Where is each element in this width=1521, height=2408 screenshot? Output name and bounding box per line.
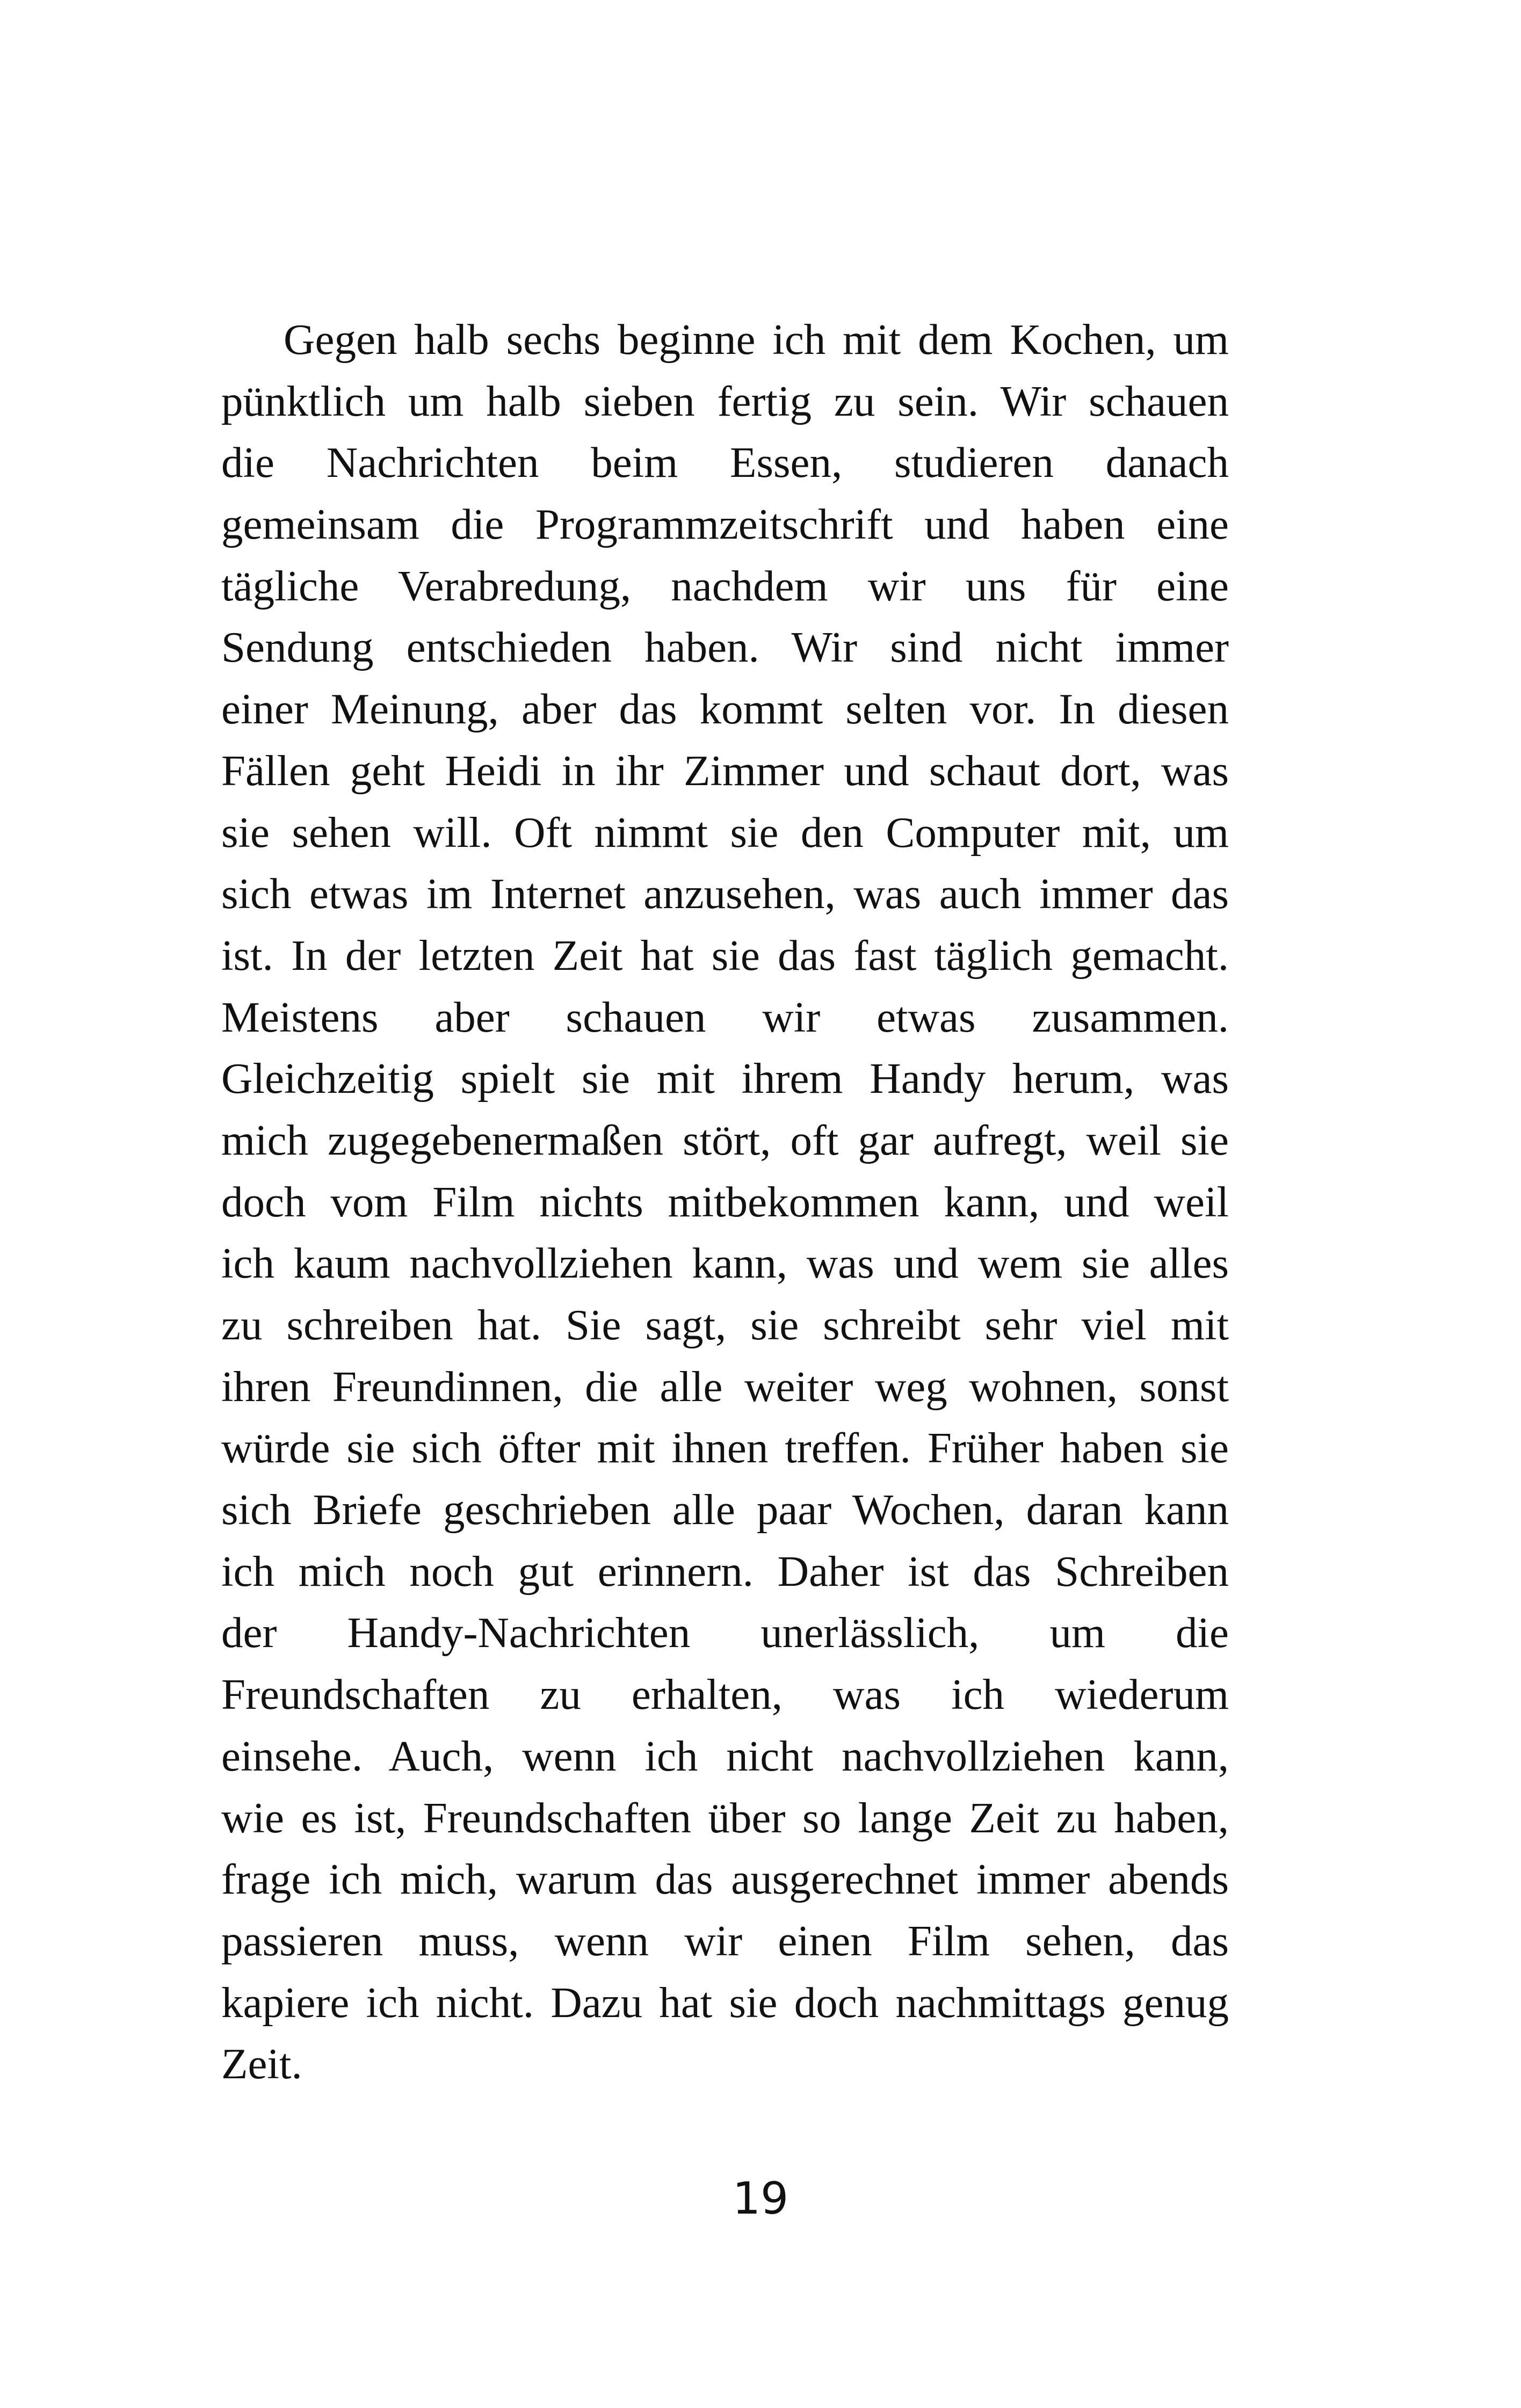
text-line: einsehe. Auch, wenn ich nicht nachvollziehen kann, (221, 1731, 1229, 1780)
text-line: sich etwas im Internet anzusehen, was auch immer das (221, 869, 1229, 918)
text-line: kapiere ich nicht. Dazu hat sie doch nachmittags genug (221, 1978, 1229, 2027)
text-line: wie es ist, Freundschaften über so lange Zeit zu haben, (221, 1793, 1229, 1842)
text-line: doch vom Film nichts mitbekommen kann, und weil (221, 1177, 1229, 1226)
text-line: frage ich mich, warum das ausgerechnet immer abends (221, 1855, 1229, 1904)
text-line: Fällen geht Heidi in ihr Zimmer und schaut dort, was (221, 746, 1229, 795)
text-line: würde sie sich öfter mit ihnen treffen. Früher haben sie (221, 1424, 1229, 1473)
page-number: 19 (732, 2173, 789, 2224)
text-line: der Handy-Nachrichten unerlässlich, um die (221, 1608, 1229, 1657)
text-line: mich zugegebenermaßen stört, oft gar aufregt, weil sie (221, 1115, 1229, 1164)
text-line: Sendung entschieden haben. Wir sind nicht immer (221, 623, 1229, 672)
text-line: zu schreiben hat. Sie sagt, sie schreibt sehr viel mit (221, 1301, 1229, 1349)
text-line: einer Meinung, aber das kommt selten vor. In diesen (221, 685, 1229, 734)
text-line: Zeit. (221, 2040, 302, 2088)
text-line: sie sehen will. Oft nimmt sie den Computer mit, um (221, 808, 1229, 857)
text-line: sich Briefe geschrieben alle paar Wochen, daran kann (221, 1485, 1229, 1534)
text-line: passieren muss, wenn wir einen Film sehen, das (221, 1916, 1229, 1965)
text-line: tägliche Verabredung, nachdem wir uns für eine (221, 561, 1229, 610)
text-line: Gegen halb sechs beginne ich mit dem Kochen, um (284, 315, 1229, 364)
text-line: Meistens aber schauen wir etwas zusammen. (221, 992, 1229, 1041)
text-line: Gleichzeitig spielt sie mit ihrem Handy herum, was (221, 1054, 1229, 1103)
text-line: ihren Freundinnen, die alle weiter weg wohnen, sonst (221, 1362, 1229, 1411)
text-line: ich mich noch gut erinnern. Daher ist das Schreiben (221, 1547, 1229, 1595)
text-line: Freundschaften zu erhalten, was ich wiederum (221, 1670, 1229, 1719)
body-paragraph (221, 309, 1229, 2095)
text-line: ist. In der letzten Zeit hat sie das fast täglich gemacht. (221, 931, 1229, 980)
text-line: gemeinsam die Programmzeitschrift und haben eine (221, 500, 1229, 549)
text-line: die Nachrichten beim Essen, studieren danach (221, 438, 1229, 487)
text-line: pünktlich um halb sieben fertig zu sein. Wir schauen (221, 376, 1229, 425)
text-line: ich kaum nachvollziehen kann, was und wem sie alles (221, 1239, 1229, 1288)
